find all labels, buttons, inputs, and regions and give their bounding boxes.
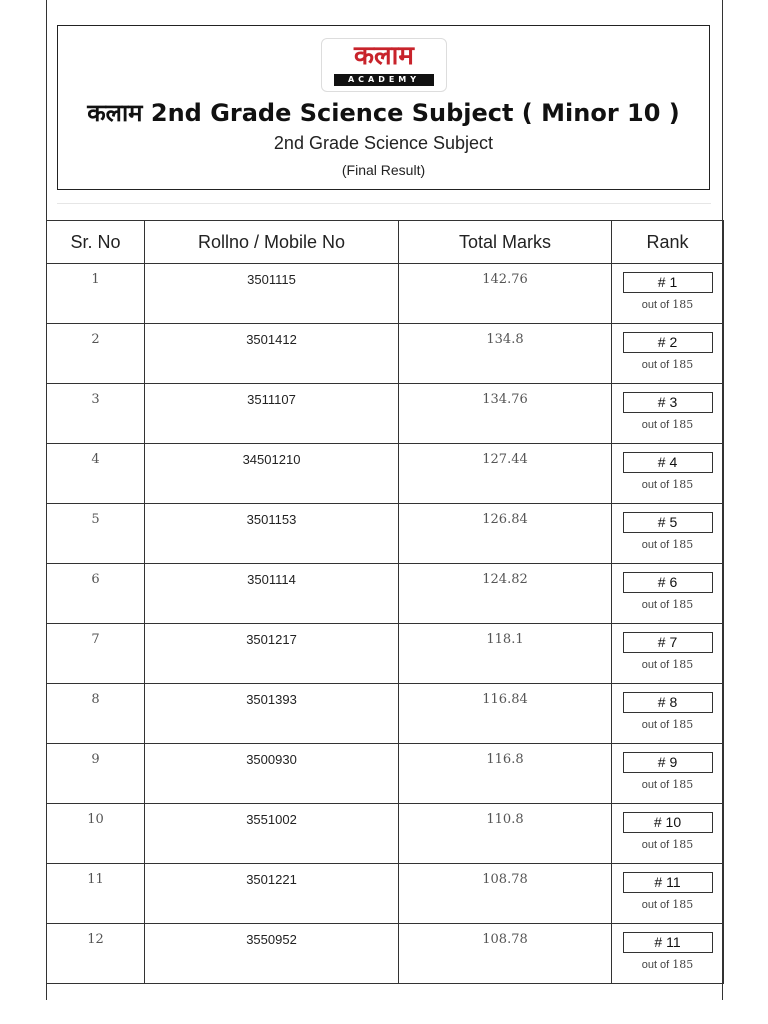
- table-row: [47, 864, 724, 924]
- rank-badge: # 10: [623, 812, 713, 833]
- column-header-rank: Rank: [612, 221, 724, 264]
- total-candidates: 185: [672, 898, 694, 911]
- total-marks-cell: 127.44: [399, 444, 612, 504]
- divider: [57, 203, 711, 204]
- total-candidates: 185: [672, 298, 694, 311]
- roll-no-cell: 3550952: [145, 924, 399, 984]
- rank-out-of: [612, 358, 723, 371]
- rank-out-of: [612, 598, 723, 611]
- table-row: [47, 564, 724, 624]
- rank-out-of: [612, 838, 723, 851]
- table-row: [47, 924, 724, 984]
- total-candidates: 185: [672, 478, 694, 491]
- rank-cell: [612, 504, 724, 564]
- roll-no-cell: 3501393: [145, 684, 399, 744]
- total-candidates: 185: [672, 598, 694, 611]
- rank-cell: [612, 384, 724, 444]
- out-of-label: out of: [641, 899, 670, 911]
- table-header-row: [47, 221, 724, 264]
- rank-out-of: [612, 418, 723, 431]
- roll-no-cell: 3501114: [145, 564, 399, 624]
- total-marks-cell: 108.78: [399, 924, 612, 984]
- rank-badge: # 2: [623, 332, 713, 353]
- rank-badge: # 11: [623, 932, 713, 953]
- column-header-total-marks: Total Marks: [399, 221, 612, 264]
- rank-out-of: [612, 718, 723, 731]
- rank-cell: [612, 744, 724, 804]
- total-candidates: 185: [672, 718, 694, 731]
- rank-badge: # 6: [623, 572, 713, 593]
- rank-badge: # 9: [623, 752, 713, 773]
- out-of-label: out of: [641, 539, 670, 551]
- total-candidates: 185: [672, 358, 694, 371]
- roll-no-cell: 3501221: [145, 864, 399, 924]
- table-row: [47, 504, 724, 564]
- rank-out-of: [612, 538, 723, 551]
- table-row: [47, 444, 724, 504]
- roll-no-cell: 3511107: [145, 384, 399, 444]
- rank-cell: [612, 864, 724, 924]
- column-header-roll-no: Rollno / Mobile No: [145, 221, 399, 264]
- sr-no-cell: 3: [47, 384, 145, 444]
- roll-no-cell: 3501115: [145, 264, 399, 324]
- logo-subtitle: ACADEMY: [334, 74, 434, 86]
- out-of-label: out of: [641, 599, 670, 611]
- table-row: [47, 324, 724, 384]
- out-of-label: out of: [641, 299, 670, 311]
- rank-cell: [612, 924, 724, 984]
- out-of-label: out of: [641, 359, 670, 371]
- page-subtitle: 2nd Grade Science Subject: [273, 133, 494, 153]
- sr-no-cell: 9: [47, 744, 145, 804]
- sr-no-cell: 7: [47, 624, 145, 684]
- kalam-academy-logo: [321, 38, 447, 92]
- rank-badge: # 8: [623, 692, 713, 713]
- out-of-label: out of: [641, 419, 670, 431]
- rank-badge: # 5: [623, 512, 713, 533]
- table-row: [47, 264, 724, 324]
- rank-cell: [612, 564, 724, 624]
- sr-no-cell: 4: [47, 444, 145, 504]
- total-candidates: 185: [672, 538, 694, 551]
- result-type-label: (Final Result): [341, 162, 426, 178]
- total-marks-cell: 142.76: [399, 264, 612, 324]
- roll-no-cell: 34501210: [145, 444, 399, 504]
- out-of-label: out of: [641, 659, 670, 671]
- rank-cell: [612, 444, 724, 504]
- table-row: [47, 384, 724, 444]
- rank-cell: [612, 624, 724, 684]
- logo-wordmark: कलाम: [354, 41, 414, 71]
- rank-out-of: [612, 658, 723, 671]
- sr-no-cell: 12: [47, 924, 145, 984]
- rank-out-of: [612, 298, 723, 311]
- total-marks-cell: 108.78: [399, 864, 612, 924]
- total-marks-cell: 116.8: [399, 744, 612, 804]
- roll-no-cell: 3501412: [145, 324, 399, 384]
- total-candidates: 185: [672, 958, 694, 971]
- sr-no-cell: 10: [47, 804, 145, 864]
- roll-no-cell: 3551002: [145, 804, 399, 864]
- total-candidates: 185: [672, 778, 694, 791]
- total-marks-cell: 110.8: [399, 804, 612, 864]
- sr-no-cell: 2: [47, 324, 145, 384]
- sr-no-cell: 5: [47, 504, 145, 564]
- total-marks-cell: 134.76: [399, 384, 612, 444]
- total-marks-cell: 118.1: [399, 624, 612, 684]
- rank-cell: [612, 324, 724, 384]
- out-of-label: out of: [641, 779, 670, 791]
- table-row: [47, 804, 724, 864]
- total-marks-cell: 134.8: [399, 324, 612, 384]
- rank-badge: # 7: [623, 632, 713, 653]
- rank-out-of: [612, 958, 723, 971]
- total-marks-cell: 126.84: [399, 504, 612, 564]
- rank-cell: [612, 264, 724, 324]
- result-header: [57, 25, 710, 190]
- roll-no-cell: 3501153: [145, 504, 399, 564]
- rank-badge: # 4: [623, 452, 713, 473]
- rank-cell: [612, 804, 724, 864]
- out-of-label: out of: [641, 479, 670, 491]
- rank-out-of: [612, 778, 723, 791]
- total-marks-cell: 116.84: [399, 684, 612, 744]
- out-of-label: out of: [641, 959, 670, 971]
- sr-no-cell: 1: [47, 264, 145, 324]
- page-title: कलाम 2nd Grade Science Subject ( Minor 10 ): [87, 99, 680, 127]
- total-marks-cell: 124.82: [399, 564, 612, 624]
- total-candidates: 185: [672, 658, 694, 671]
- sr-no-cell: 6: [47, 564, 145, 624]
- roll-no-cell: 3500930: [145, 744, 399, 804]
- total-candidates: 185: [672, 418, 694, 431]
- rank-cell: [612, 684, 724, 744]
- rank-out-of: [612, 898, 723, 911]
- column-header-sr-no: Sr. No: [47, 221, 145, 264]
- out-of-label: out of: [641, 719, 670, 731]
- table-row: [47, 624, 724, 684]
- sr-no-cell: 11: [47, 864, 145, 924]
- out-of-label: out of: [641, 839, 670, 851]
- rank-badge: # 3: [623, 392, 713, 413]
- roll-no-cell: 3501217: [145, 624, 399, 684]
- sr-no-cell: 8: [47, 684, 145, 744]
- total-candidates: 185: [672, 838, 694, 851]
- rank-out-of: [612, 478, 723, 491]
- table-row: [47, 744, 724, 804]
- table-row: [47, 684, 724, 744]
- results-table: [46, 220, 724, 984]
- rank-badge: # 11: [623, 872, 713, 893]
- rank-badge: # 1: [623, 272, 713, 293]
